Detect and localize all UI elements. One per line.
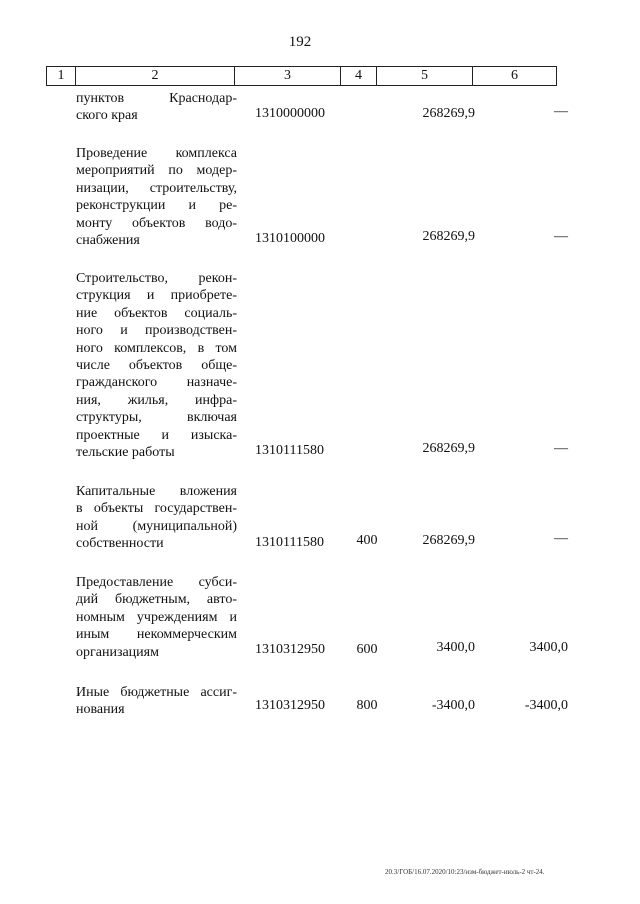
- row-description: [76, 270, 237, 461]
- description-line: организациям: [76, 644, 159, 660]
- row-amount: 3400,0: [436, 640, 475, 655]
- row-code: 1310312950: [255, 642, 325, 657]
- description-line: гражданского назначе-: [76, 375, 237, 391]
- description-line: Капитальные вложения: [76, 484, 237, 499]
- column-header-4: 4: [341, 67, 377, 85]
- row-amount-col6: —: [554, 104, 568, 119]
- description-line: монту объектов водо-: [76, 215, 237, 231]
- description-line: струкция и приобрете-: [76, 288, 237, 304]
- row-amount-col6: 3400,0: [529, 640, 568, 655]
- description-line: снабжения: [76, 233, 140, 249]
- description-line: ного и производствен-: [76, 323, 237, 339]
- description-line: Предоставление субси-: [76, 575, 237, 590]
- row-amount-col6: -3400,0: [524, 698, 568, 713]
- row-amount: 268269,9: [422, 229, 475, 244]
- description-line: проектные и изыска-: [76, 427, 237, 443]
- row-description: [76, 684, 237, 719]
- page-number: 192: [288, 34, 312, 50]
- row-amount: -3400,0: [431, 698, 475, 713]
- description-line: ния, жилья, инфра-: [76, 392, 237, 408]
- row-amount-col6: —: [554, 531, 568, 546]
- column-header-1: 1: [47, 67, 76, 85]
- row-code: 1310100000: [255, 231, 325, 246]
- row-amount: 268269,9: [422, 441, 475, 456]
- description-line: ние объектов социаль-: [76, 305, 237, 321]
- row-expense-type: 800: [356, 698, 378, 713]
- description-line: реконструкции и ре-: [76, 198, 237, 214]
- row-expense-type: 400: [356, 533, 378, 548]
- description-line: в объекты государствен-: [76, 501, 237, 517]
- description-line: нования: [76, 702, 125, 718]
- description-line: Проведение комплекса: [76, 146, 237, 161]
- row-amount: 268269,9: [422, 106, 475, 121]
- description-line: низации, строительству,: [76, 180, 237, 196]
- description-line: пунктов Краснодар-: [76, 91, 237, 106]
- description-line: иным некоммерческим: [76, 627, 237, 643]
- row-amount-col6: —: [554, 229, 568, 244]
- row-description: [76, 574, 237, 661]
- row-code: 1310312950: [255, 698, 325, 713]
- description-line: ного комплексов, в том: [76, 340, 237, 356]
- column-header-row: [46, 66, 557, 86]
- footer-stamp: 20.3/ГОБ/16.07.2020/10:23/изм-бюджет-июль-2 чт-24.: [385, 868, 545, 876]
- description-line: ского края: [76, 108, 138, 124]
- description-line: Иные бюджетные ассиг-: [76, 685, 237, 700]
- description-line: собственности: [76, 536, 164, 552]
- column-header-3: 3: [235, 67, 341, 85]
- description-line: ной (муниципальной): [76, 518, 237, 534]
- description-line: номным учреждениям и: [76, 609, 237, 625]
- description-line: дий бюджетным, авто-: [76, 592, 237, 608]
- row-amount-col6: —: [554, 441, 568, 456]
- row-code: 1310000000: [255, 106, 325, 121]
- description-line: тельские работы: [76, 445, 175, 461]
- column-header-6: 6: [511, 68, 518, 83]
- description-line: числе объектов обще-: [76, 358, 237, 374]
- description-line: Строительство, рекон-: [76, 271, 237, 286]
- row-description: [76, 90, 237, 125]
- column-header-5: 5: [377, 67, 473, 85]
- row-amount: 268269,9: [422, 533, 475, 548]
- description-line: мероприятий по модер-: [76, 163, 237, 179]
- row-description: [76, 145, 237, 249]
- row-description: [76, 483, 237, 553]
- row-code: 1310111580: [255, 443, 324, 458]
- row-expense-type: 600: [356, 642, 378, 657]
- column-header-2: 2: [76, 67, 235, 85]
- description-line: структуры, включая: [76, 410, 237, 426]
- row-code: 1310111580: [255, 535, 324, 550]
